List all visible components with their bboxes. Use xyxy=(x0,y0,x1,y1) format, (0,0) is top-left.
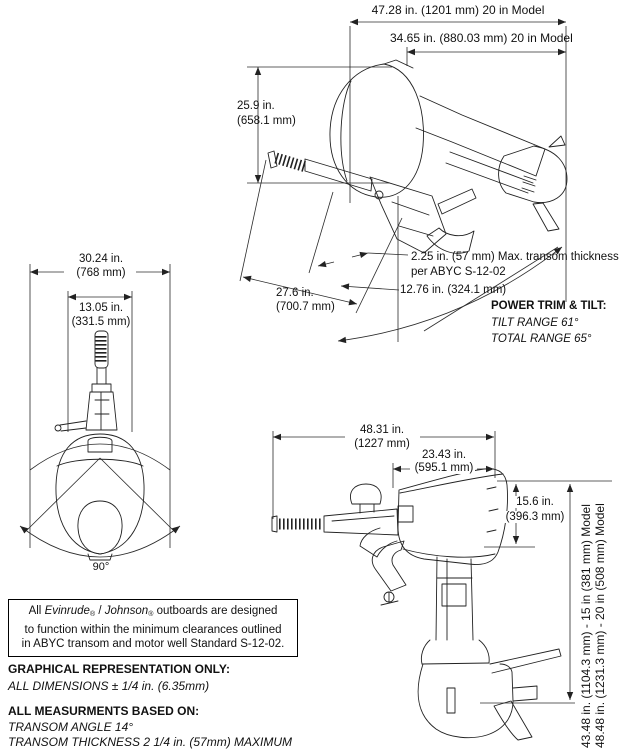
tilt-height-line2: (658.1 mm) xyxy=(237,115,296,127)
cowl-length-line2-text: (595.1 mm) xyxy=(414,462,474,474)
height-15in-model-label: 43.48 in. (1104.3 mm) - 15 in (381 mm) Model xyxy=(579,504,593,748)
outboard-tilted-drawing xyxy=(268,60,567,253)
registered-mark-icon: ® xyxy=(148,611,154,618)
note-line-1 xyxy=(11,604,295,623)
tiller-reach-line1: 27.6 in. xyxy=(276,287,314,299)
cowl-height-label xyxy=(500,495,570,524)
transom-thickness-label xyxy=(411,250,619,279)
dimensions-tolerance-note: ALL DIMENSIONS ± 1/4 in. (6.35mm) xyxy=(8,679,210,693)
note-line-2: to function within the minimum clearances outlined xyxy=(24,623,282,636)
cowl-to-prop-length-label: 34.65 in. (880.03 mm) 20 in Model xyxy=(390,31,573,45)
overall-width-line1: 30.24 in. xyxy=(78,253,124,265)
bracket-width-line2: (331.5 mm) xyxy=(71,316,131,328)
bracket-width-label xyxy=(42,301,160,329)
steering-angle-label xyxy=(87,561,115,575)
overall-length-line2-text: (1227 mm) xyxy=(354,438,410,450)
total-range-label: TOTAL RANGE 65° xyxy=(491,333,592,345)
note-line1-pre: All xyxy=(28,605,45,617)
steering-angle-text: 90° xyxy=(92,561,110,573)
cowl-length-line2 xyxy=(398,462,490,475)
cowl-height-line1 xyxy=(500,495,570,510)
overall-width-line2 xyxy=(42,267,160,281)
tiller-reach-label xyxy=(276,286,335,314)
height-20in-model-label: 48.48 in. (1231.3 mm) - 20 in (508 mm) Model xyxy=(592,503,607,748)
overall-height-labels xyxy=(580,428,607,748)
note-line1-mid: / xyxy=(95,605,105,617)
cowl-length-label xyxy=(398,449,490,475)
tilt-height-line1: 25.9 in. xyxy=(237,100,275,112)
tilt-height-label xyxy=(237,99,296,129)
measurements-based-on-title: ALL MEASURMENTS BASED ON: xyxy=(8,704,200,718)
graphical-representation-title: GRAPHICAL REPRESENTATION ONLY: xyxy=(8,662,231,676)
cowl-height-line2-text: (396.3 mm) xyxy=(505,510,565,523)
transom-thickness-line1: 2.25 in. (57 mm) Max. transom thickness xyxy=(411,251,619,263)
clearance-note-box xyxy=(8,599,298,657)
tiller-reach-line2: (700.7 mm) xyxy=(276,301,335,313)
bracket-depth-label: 12.76 in. (324.1 mm) xyxy=(400,284,507,296)
power-trim-tilt-title: POWER TRIM & TILT: xyxy=(491,300,607,312)
note-line-3: in ABYC transom and motor well Standard S-12-02. xyxy=(21,638,285,650)
brand-evinrude: Evinrude xyxy=(44,605,90,617)
transom-thickness-line2: per ABYC S-12-02 xyxy=(411,265,506,278)
overall-length-line1: 48.31 in. xyxy=(359,424,405,436)
bracket-width-line1: 13.05 in. xyxy=(78,302,124,314)
overall-width-line2-text: (768 mm) xyxy=(76,266,126,279)
tilt-range-label: TILT RANGE 61° xyxy=(491,317,579,329)
transom-angle-note: TRANSOM ANGLE 14° xyxy=(8,720,134,734)
tiller-grip-ribs-top xyxy=(276,158,306,167)
note-line1-post: outboards are designed xyxy=(153,605,278,617)
brand-johnson: Johnson xyxy=(104,605,149,617)
cowl-length-line1: 23.43 in. xyxy=(421,449,467,461)
overall-length-tilted-label: 47.28 in. (1201 mm) 20 in Model xyxy=(371,3,545,17)
overall-length-label xyxy=(336,423,428,451)
cowl-height-line1-text: 15.6 in. xyxy=(516,496,554,508)
cowl-height-line2 xyxy=(500,510,570,525)
registered-mark-icon: ® xyxy=(89,611,96,618)
transom-thickness-note: TRANSOM THICKNESS 2 1/4 in. (57mm) MAXIMUM xyxy=(8,735,293,749)
overall-width-label xyxy=(42,253,160,280)
